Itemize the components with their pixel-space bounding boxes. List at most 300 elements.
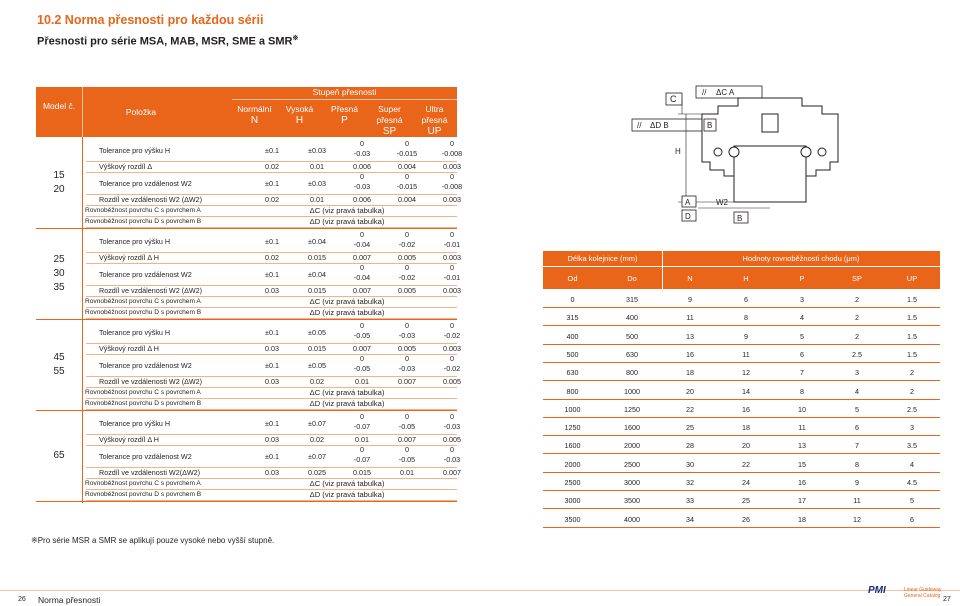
cell: 500 — [626, 331, 638, 341]
length-header: Délka kolejnice (mm) — [567, 254, 638, 263]
cell-sp — [389, 377, 425, 386]
cell-line: ±0.1 — [265, 327, 279, 337]
grade-header-p — [322, 104, 367, 127]
grade-name: Ultra přesná — [421, 104, 448, 125]
cell: 800 — [626, 368, 638, 378]
cell-line: 0.006 — [353, 162, 371, 171]
cell: 1.5 — [907, 331, 917, 341]
cell-p — [344, 435, 380, 444]
cell-up — [434, 263, 470, 283]
cell-line: -0.008 — [441, 182, 463, 191]
cell: 9 — [688, 295, 692, 304]
cell: 17 — [798, 496, 806, 506]
table-row — [86, 445, 461, 467]
cell-up — [434, 468, 470, 477]
grade-name: Normální — [237, 104, 272, 114]
cell-line: 0.004 — [398, 195, 416, 204]
row-label: Tolerance pro vzdálenost W2 — [99, 451, 192, 461]
cell-line: 0 — [450, 321, 454, 330]
cell-sp — [389, 445, 425, 465]
grease-nipple — [762, 114, 778, 132]
model-number: 20 — [53, 184, 65, 195]
cell-line: ±0.1 — [265, 360, 279, 370]
model-number: 45 — [53, 352, 65, 363]
cell-line: -0.015 — [396, 182, 418, 191]
cell-line: 0.003 — [443, 344, 461, 353]
cell: 1.5 — [907, 313, 917, 323]
cell: 1600 — [564, 441, 581, 451]
cell-sp — [389, 468, 425, 477]
cell-line: 0 — [450, 230, 454, 239]
cell-p — [344, 412, 380, 432]
cell: 20 — [742, 441, 750, 451]
cell-p — [344, 263, 380, 283]
cell-sp — [389, 162, 425, 171]
table-row — [86, 434, 461, 445]
cell: 25 — [742, 496, 750, 506]
cell-line: ±0.1 — [265, 269, 279, 279]
cell: 3500 — [564, 514, 581, 524]
cell: 20 — [686, 386, 694, 396]
cell-line: 0.015 — [353, 468, 371, 477]
cell: 14 — [742, 386, 750, 396]
cell-line: 0.007 — [353, 344, 371, 353]
cell-line: ±0.1 — [265, 178, 279, 188]
cell: 6 — [800, 349, 804, 359]
cell-line: 0.007 — [398, 435, 416, 444]
table-row — [543, 383, 940, 400]
cell: 26 — [742, 514, 750, 524]
cell: 3000 — [564, 496, 581, 506]
cell: 11 — [742, 349, 750, 359]
cell: 1.5 — [907, 295, 917, 304]
cell: 4 — [800, 313, 804, 323]
table-row — [86, 194, 461, 205]
cell-p — [344, 139, 380, 159]
cell: 1000 — [624, 386, 640, 396]
cell: 630 — [566, 368, 579, 378]
cell-line: 0.02 — [265, 162, 279, 171]
row-label: Rovnoběžnost povrchu D s povrchem B — [85, 400, 202, 407]
cell-line: 0 — [450, 412, 454, 421]
label-d: D — [685, 212, 691, 221]
cell-p — [344, 230, 380, 250]
cell-line: -0.03 — [443, 422, 461, 431]
cell: 5 — [855, 404, 859, 414]
cell-up — [434, 195, 470, 204]
cell: 1250 — [624, 404, 640, 414]
cell: 1000 — [564, 404, 581, 414]
cell-line: 0 — [360, 445, 364, 454]
row-label: Rovnoběžnost povrchu D s povrchem B — [85, 309, 202, 316]
table-row — [86, 161, 461, 172]
cell-line: ±0.1 — [265, 236, 279, 246]
row-label: Výškový rozdíl Δ — [99, 162, 153, 171]
cell: 7 — [800, 368, 804, 378]
cell-up — [434, 344, 470, 353]
rail-outline — [734, 146, 806, 202]
cell-p — [344, 253, 380, 262]
cell-line: 0.006 — [353, 195, 371, 204]
table-row — [86, 285, 461, 296]
cell-sp — [389, 286, 425, 295]
table-row — [543, 492, 940, 509]
header-model: Model č. — [42, 101, 76, 111]
col-header-od: Od — [567, 274, 578, 283]
cell: 32 — [686, 478, 694, 487]
cell-p — [344, 377, 380, 386]
table-row — [86, 387, 457, 398]
cell-h — [299, 344, 335, 353]
grade-code: UP — [427, 126, 442, 137]
cell-p — [344, 354, 380, 374]
table-row — [86, 398, 457, 409]
cell: 25 — [686, 423, 694, 433]
cell-line: -0.03 — [353, 149, 371, 158]
cell-n — [254, 237, 290, 246]
label-h: H — [675, 147, 681, 156]
cell-line: 0 — [450, 172, 454, 181]
cell-line: 0.02 — [265, 195, 279, 204]
table-row — [86, 376, 461, 387]
cell-n — [254, 419, 290, 428]
row-label: Výškový rozdíl Δ H — [99, 253, 159, 262]
cell: 10 — [798, 404, 806, 414]
cell: 16 — [686, 349, 694, 359]
row-label: Rovnoběžnost povrchu C s povrchem A — [85, 207, 201, 214]
grade-code: H — [295, 115, 304, 126]
cell-line: 0.003 — [443, 162, 461, 171]
cell-sp — [389, 344, 425, 353]
cell-up — [434, 172, 470, 192]
cell: 3 — [910, 423, 914, 433]
cell: 13 — [798, 441, 806, 451]
cell-up — [434, 230, 470, 250]
cell-line: 0 — [405, 354, 409, 363]
table-row — [86, 172, 463, 194]
table-row — [86, 321, 461, 343]
cell: 2000 — [624, 441, 640, 451]
row-span-value: ΔD (viz pravá tabulka) — [309, 399, 385, 408]
cell-p — [344, 286, 380, 295]
row-label: Tolerance pro výšku H — [99, 145, 171, 155]
cell: 28 — [686, 441, 694, 451]
cell: 1.5 — [907, 349, 917, 359]
row-label: Tolerance pro výšku H — [99, 236, 171, 246]
cell-h — [299, 162, 335, 171]
footer-rule — [0, 590, 960, 591]
cell-sp — [389, 195, 425, 204]
cell: 24 — [742, 478, 750, 487]
cell-up — [434, 286, 470, 295]
cell-line: 0.007 — [443, 468, 461, 477]
table-row — [543, 419, 940, 436]
table-row — [86, 216, 457, 227]
cell: 16 — [742, 404, 750, 414]
cell-line: -0.04 — [353, 273, 371, 282]
cell-h — [299, 435, 335, 444]
cell-line: 0 — [405, 230, 409, 239]
col-header-sp: SP — [851, 274, 862, 283]
cell: 9 — [744, 331, 748, 341]
cell-up — [434, 139, 470, 159]
cell-up — [434, 412, 470, 432]
row-label: Rovnoběžnost povrchu C s povrchem A — [85, 389, 201, 396]
grade-name: Super přesná — [376, 104, 403, 125]
cell-h — [299, 468, 335, 477]
cell: 34 — [686, 514, 694, 524]
grade-code: P — [341, 115, 348, 126]
callout-left-parallel: // — [637, 121, 642, 130]
cell: 11 — [686, 313, 694, 323]
cell-line: ±0.04 — [308, 236, 326, 246]
cell-up — [434, 354, 470, 374]
cell: 1600 — [624, 423, 640, 433]
cell: 9 — [855, 478, 859, 487]
cell: 8 — [855, 459, 859, 469]
runout-values-header: Hodnoty rovnoběžnosti chodu (μm) — [742, 254, 860, 263]
cell: 3000 — [624, 478, 640, 487]
cell-sp — [389, 435, 425, 444]
cell: 3 — [800, 295, 804, 304]
table-row — [543, 346, 940, 363]
model-number: 25 — [53, 254, 65, 265]
cell-line: 0.015 — [308, 253, 326, 262]
cell-p — [344, 162, 380, 171]
cell-line: 0.03 — [265, 468, 279, 477]
cell-h — [299, 286, 335, 295]
cell: 4.5 — [907, 478, 917, 487]
cell-line: -0.02 — [443, 331, 461, 340]
subtitle-note-mark: ※ — [292, 35, 299, 42]
cell: 5 — [910, 496, 914, 506]
cell-line: 0 — [450, 139, 454, 148]
table-row — [86, 307, 457, 318]
cell: 12 — [853, 514, 861, 524]
cell-line: 0.003 — [443, 253, 461, 262]
table-row — [543, 456, 940, 473]
cell-line: -0.01 — [443, 240, 461, 249]
cell-n — [254, 286, 290, 295]
cell: 4 — [855, 386, 859, 396]
cell-line: 0 — [405, 263, 409, 272]
cell-line: ±0.1 — [265, 145, 279, 155]
cell-line: 0 — [405, 321, 409, 330]
cell: 2000 — [564, 459, 581, 469]
row-label: Rozdíl ve vzdálenosti W2 (ΔW2) — [99, 195, 203, 204]
cell-h — [299, 419, 335, 428]
cell-line: -0.07 — [353, 455, 371, 464]
row-label: Tolerance pro výšku H — [99, 327, 171, 337]
row-span-value: ΔD (viz pravá tabulka) — [309, 490, 385, 499]
cell: 11 — [798, 423, 806, 433]
label-b-bottom: B — [737, 214, 743, 223]
cell: 12 — [742, 368, 750, 378]
page-title: 10.2 Norma přesnosti pro každou sérii — [37, 13, 264, 27]
cell-line: 0.005 — [443, 377, 461, 386]
rail-diagram — [630, 84, 930, 234]
table-row — [543, 328, 940, 345]
table-row — [86, 252, 461, 263]
page-number-left: 26 — [18, 596, 26, 603]
cell-n — [254, 179, 290, 188]
cell-n — [254, 452, 290, 461]
cell-line: -0.02 — [398, 240, 416, 249]
cell-sp — [389, 230, 425, 250]
cell-line: 0 — [450, 354, 454, 363]
cell-line: 0.003 — [443, 286, 461, 295]
cell-line: 0 — [360, 230, 364, 239]
cell-h — [299, 270, 335, 279]
cell-line: 0.003 — [443, 195, 461, 204]
cell: 6 — [910, 514, 914, 524]
row-label: Rovnoběžnost povrchu C s povrchem A — [85, 298, 201, 305]
cell-up — [434, 435, 470, 444]
cell-p — [344, 195, 380, 204]
cell-n — [254, 328, 290, 337]
cell-h — [299, 195, 335, 204]
cell: 0 — [570, 295, 575, 304]
grade-header-n — [232, 104, 277, 127]
cell: 15 — [798, 459, 806, 469]
cell-n — [254, 270, 290, 279]
cell: 4 — [910, 459, 914, 469]
cell-h — [299, 253, 335, 262]
cell: 2.5 — [852, 349, 862, 359]
cell-line: 0.02 — [265, 253, 279, 262]
table-row — [86, 343, 461, 354]
row-label: Rovnoběžnost povrchu D s povrchem B — [85, 218, 202, 225]
cell: 2 — [855, 295, 859, 304]
page-subtitle — [37, 34, 298, 48]
cell-line: 0 — [405, 172, 409, 181]
col-header-p: P — [799, 274, 805, 283]
header-item: Položka — [125, 107, 157, 117]
cell-line: 0 — [405, 139, 409, 148]
cell-line: -0.05 — [398, 455, 416, 464]
cell: 2500 — [564, 478, 581, 487]
row-label: Rovnoběžnost povrchu D s povrchem B — [85, 491, 202, 498]
label-b: B — [707, 121, 713, 130]
cell-h — [299, 377, 335, 386]
grade-code: SP — [382, 126, 397, 137]
cell: 22 — [742, 459, 750, 469]
row-span-value: ΔD (viz pravá tabulka) — [309, 217, 385, 226]
cell: 315 — [566, 313, 579, 323]
callout-left: ΔD B — [650, 121, 669, 130]
cell-line: -0.02 — [443, 364, 461, 373]
group-divider — [36, 410, 457, 411]
cell-sp — [389, 253, 425, 262]
cell-line: 0.007 — [353, 253, 371, 262]
cell-line: 0.015 — [308, 286, 326, 295]
row-label: Rozdíl ve vzdálenosti W2 (ΔW2) — [99, 286, 203, 295]
cell-line: -0.008 — [441, 149, 463, 158]
row-label: Výškový rozdíl Δ H — [99, 435, 159, 444]
col-header-up: UP — [906, 274, 918, 283]
cell-line: 0 — [360, 263, 364, 272]
cell: 18 — [798, 514, 806, 524]
cell-line: 0.01 — [355, 377, 369, 386]
col-header-do: Do — [627, 274, 637, 283]
footnote: ※Pro série MSR a SMR se aplikují pouze vysoké nebo vyšší stupně. — [31, 536, 275, 545]
cell-up — [434, 445, 470, 465]
cell-line: ±0.04 — [308, 269, 326, 279]
label-w2: W2 — [716, 198, 728, 207]
cell-n — [254, 377, 290, 386]
row-label: Rovnoběžnost povrchu C s povrchem A — [85, 480, 201, 487]
cell-h — [299, 328, 335, 337]
cell-n — [254, 146, 290, 155]
cell-up — [434, 162, 470, 171]
cell-up — [434, 321, 470, 341]
cell-line: 0.01 — [355, 435, 369, 444]
cell-line: 0.004 — [398, 162, 416, 171]
cell-p — [344, 321, 380, 341]
cell-up — [434, 253, 470, 262]
grade-header-sp — [367, 104, 412, 138]
cell-line: 0 — [450, 263, 454, 272]
model-number: 30 — [53, 268, 65, 279]
col-header-h: H — [743, 274, 749, 283]
cell: 2 — [855, 313, 859, 323]
cell-line: -0.02 — [398, 273, 416, 282]
cell: 6 — [855, 423, 859, 433]
cell-line: -0.07 — [353, 422, 371, 431]
cell-sp — [389, 321, 425, 341]
cell: 6 — [744, 295, 748, 304]
table-row — [86, 296, 457, 307]
model-number: 55 — [53, 366, 65, 377]
cell: 3 — [855, 368, 859, 378]
cell-line: 0.01 — [310, 162, 324, 171]
callout-top-parallel: // — [702, 88, 707, 97]
cell: 630 — [626, 349, 638, 359]
cell-line: -0.03 — [353, 182, 371, 191]
cell-sp — [389, 354, 425, 374]
cell: 30 — [686, 459, 694, 469]
table-row — [86, 263, 461, 285]
cell-line: 0 — [360, 172, 364, 181]
cell-line: -0.05 — [353, 331, 371, 340]
cell-line: -0.05 — [353, 364, 371, 373]
brand-logo: PMI — [868, 585, 886, 596]
cell: 2 — [855, 331, 859, 341]
cell-line: 0.007 — [398, 377, 416, 386]
cell: 7 — [855, 441, 859, 451]
row-label: Rozdíl ve vzdálenosti W2(ΔW2) — [99, 468, 201, 477]
cell: 2 — [910, 386, 914, 396]
cell-line: 0.01 — [310, 195, 324, 204]
cell: 400 — [626, 313, 638, 323]
row-label: Tolerance pro vzdálenost W2 — [99, 178, 192, 188]
cell-line: 0 — [405, 445, 409, 454]
model-number: 65 — [53, 450, 65, 461]
cell-line: ±0.03 — [308, 145, 326, 155]
table-row — [86, 354, 461, 376]
cell-line: -0.03 — [443, 455, 461, 464]
table-row — [86, 205, 457, 216]
cell: 18 — [742, 423, 750, 433]
cell-line: ±0.07 — [308, 418, 326, 428]
cell-line: 0.03 — [265, 377, 279, 386]
cell-up — [434, 377, 470, 386]
label-c: C — [670, 94, 677, 104]
cell-sp — [389, 263, 425, 283]
cell: 11 — [853, 496, 861, 506]
cell-line: -0.01 — [443, 273, 461, 282]
model-number: 35 — [53, 282, 65, 293]
